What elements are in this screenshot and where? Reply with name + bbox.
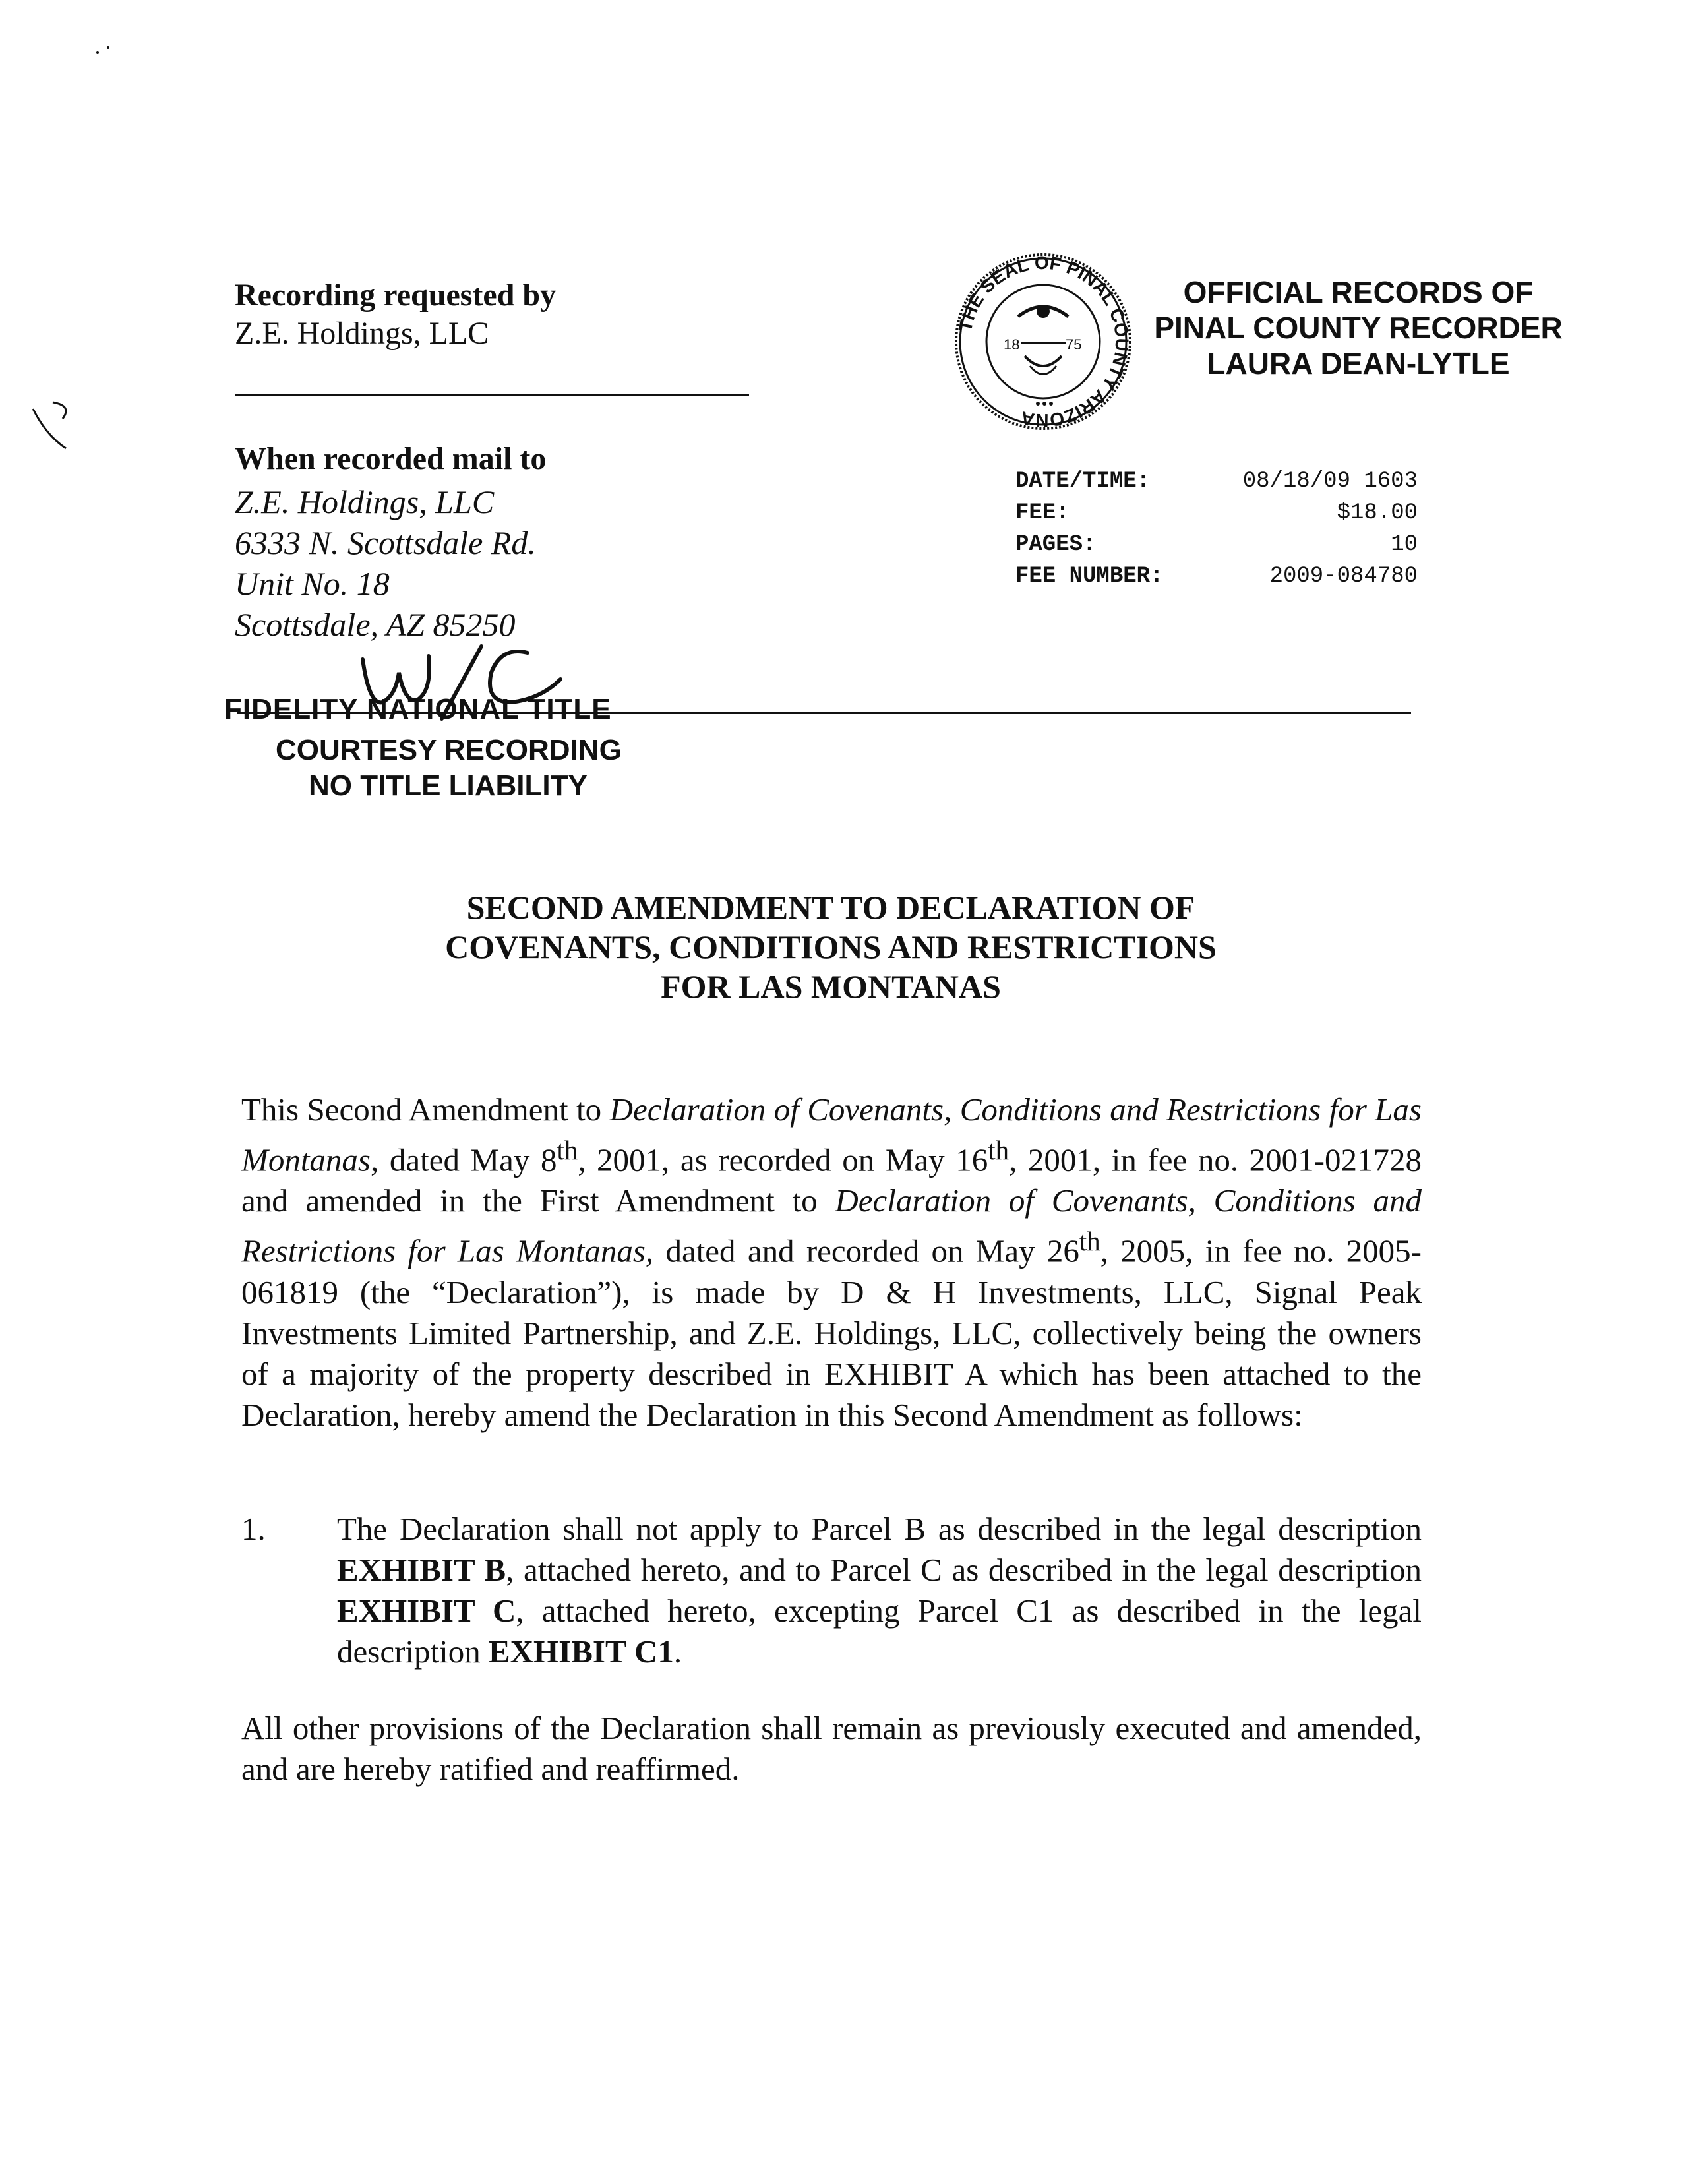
document-title [264, 888, 1398, 1006]
fee-number-row [1015, 561, 1418, 592]
title-company-stamp: FIDELITY NATIONAL TITLE [224, 693, 612, 725]
ordinal-suffix: th [988, 1136, 1010, 1165]
title-line: FOR LAS MONTANAS [661, 968, 1001, 1005]
item-number: 1. [241, 1511, 266, 1547]
seal-outer-text: THE SEAL OF PINAL COUNTY ARIZONA [955, 252, 1133, 431]
fee-number-label: FEE NUMBER: [1015, 564, 1164, 589]
datetime-value: 08/18/09 1603 [1242, 469, 1418, 494]
seal-year-left: 18 [1004, 336, 1020, 353]
paragraph-text: , dated May 8 [371, 1141, 557, 1178]
fee-value: $18.00 [1337, 501, 1418, 526]
pages-row [1015, 529, 1418, 561]
address-line: Unit No. 18 [235, 565, 390, 602]
no-title-liability-stamp: NO TITLE LIABILITY [309, 770, 588, 802]
ordinal-suffix: th [557, 1136, 578, 1165]
paragraph-text: This Second Amendment to [241, 1091, 610, 1128]
item-text-part: , attached hereto, and to Parcel C as described in the legal description [506, 1552, 1422, 1588]
datetime-row [1015, 466, 1418, 497]
recording-requested-name: Z.E. Holdings, LLC [235, 316, 489, 351]
seal-year-right: 75 [1066, 336, 1082, 353]
divider-line [235, 394, 749, 396]
exhibit-b-reference: EXHIBIT B [337, 1552, 506, 1588]
fee-row [1015, 497, 1418, 529]
item-text [337, 1509, 1422, 1672]
recording-requested-heading: Recording requested by [235, 278, 557, 313]
pages-value: 10 [1391, 532, 1418, 557]
recorder-name-line: LAURA DEAN-LYTLE [1207, 346, 1510, 380]
paragraph-text: dated and recorded on May 26 [653, 1232, 1079, 1269]
item-text-part: , attached hereto, excepting Parcel C1 as described in the legal description [337, 1592, 1422, 1670]
paragraph-text: , 2005, in fee no. 2005-061819 (the “Declaration”), is made by D & H Investments, LLC, Signal Peak Investments Limited Partnership, and Z.E. Holdings, LLC, collectively being the owners of a majority of the property described in EXHIBIT A which has been attached to the Declaration, hereby amend the Declaration in this Second Amendment as follows: [241, 1232, 1422, 1433]
county-recorder-line: PINAL COUNTY RECORDER [1154, 311, 1563, 345]
address-line: Scottsdale, AZ 85250 [235, 606, 516, 643]
recording-metadata [1015, 466, 1418, 592]
amendment-paragraph [241, 1089, 1422, 1436]
pages-label: PAGES: [1015, 532, 1097, 557]
title-line: SECOND AMENDMENT TO DECLARATION OF [466, 889, 1195, 926]
paragraph-text: , 2001, as recorded on May 16 [578, 1141, 988, 1178]
mail-to-address [235, 481, 536, 645]
title-line: COVENANTS, CONDITIONS AND RESTRICTIONS [445, 928, 1217, 965]
exhibit-c-reference: EXHIBIT C [337, 1592, 516, 1629]
address-line: Z.E. Holdings, LLC [235, 483, 495, 520]
exhibit-c1-reference: EXHIBIT C1 [488, 1633, 674, 1670]
courtesy-recording-stamp: COURTESY RECORDING [276, 734, 622, 766]
pinal-county-seal [952, 251, 1134, 433]
official-records-line: OFFICIAL RECORDS OF [1183, 275, 1534, 309]
declaration-title-italic: Declaration of Covenants, Conditions and Restrictions for Las Montanas, [241, 1182, 1422, 1269]
corner-tick-mark [92, 40, 119, 59]
amendment-item-1 [241, 1509, 1422, 1672]
fee-number-value: 2009-084780 [1269, 564, 1418, 589]
closing-paragraph: All other provisions of the Declaration shall remain as previously executed and amended, and are hereby ratified and reaffirmed. [241, 1710, 1422, 1787]
fee-label: FEE: [1015, 501, 1070, 526]
official-records-header [1121, 274, 1596, 381]
declaration-title-italic: Declaration of Covenants, Conditions and Restrictions for Las Montanas [241, 1091, 1422, 1178]
datetime-label: DATE/TIME: [1015, 469, 1151, 494]
ordinal-suffix: th [1079, 1227, 1100, 1257]
address-line: 6333 N. Scottsdale Rd. [235, 524, 536, 561]
margin-pen-mark [26, 396, 79, 455]
item-text-part: The Declaration shall not apply to Parcel B as described in the legal description [337, 1511, 1422, 1547]
item-text-part: . [673, 1633, 682, 1670]
mail-to-heading: When recorded mail to [235, 441, 547, 476]
paragraph-text: , 2001, in fee no. 2001-021728 and amended in the First Amendment to [241, 1141, 1422, 1219]
